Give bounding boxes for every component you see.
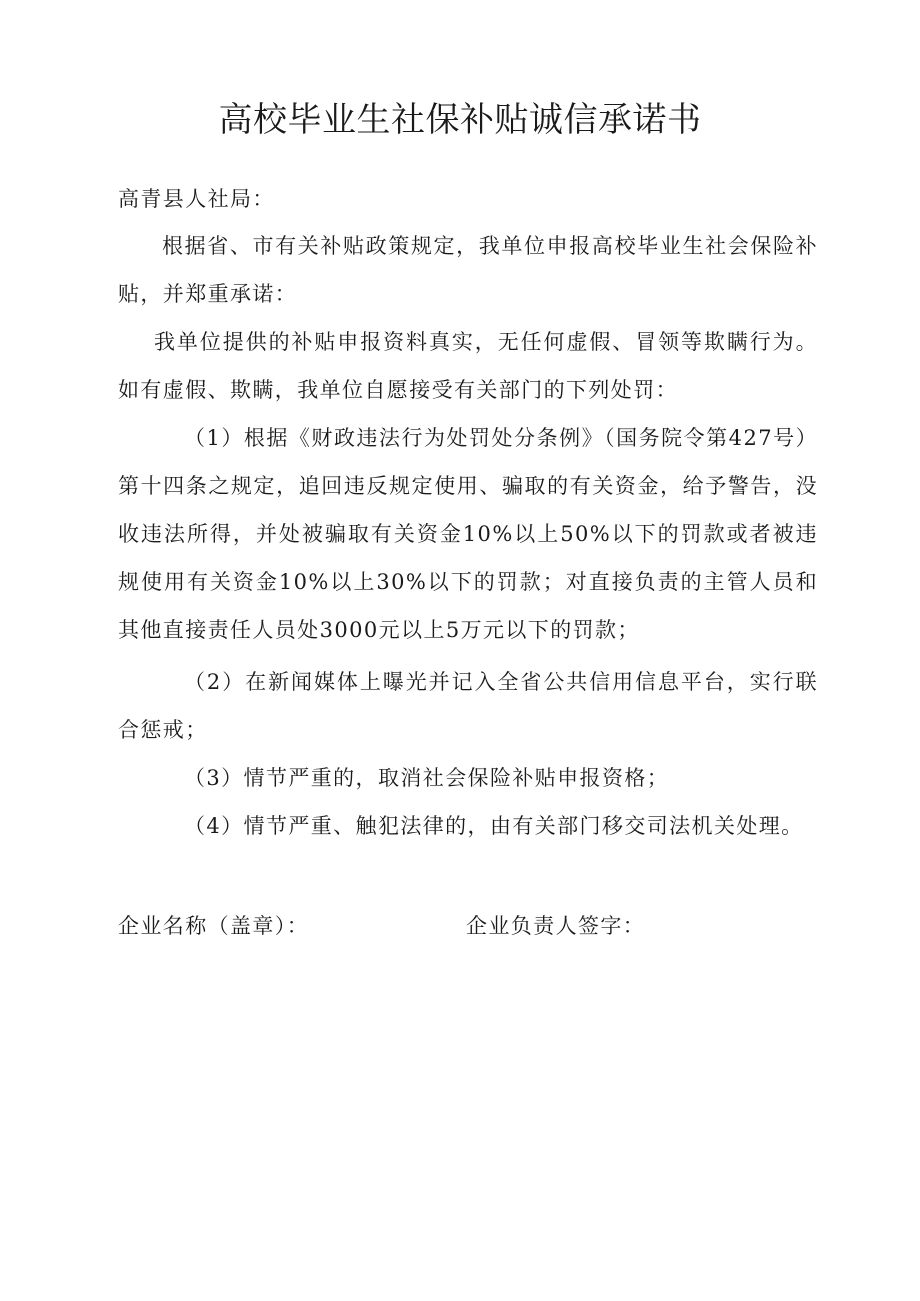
paragraph-intro: 根据省、市有关补贴政策规定，我单位申报高校毕业生社会保险补贴，并郑重承诺：	[118, 234, 818, 306]
penalty-item-4: （4）情节严重、触犯法律的，由有关部门移交司法机关处理。	[184, 814, 804, 838]
document-title: 高校毕业生社保补贴诚信承诺书	[218, 100, 702, 140]
penalty-item-3: （3）情节严重的，取消社会保险补贴申报资格；	[184, 766, 670, 790]
penalty-item-1: （1）根据《财政违法行为处罚处分条例》（国务院令第427号）第十四条之规定，追回违反规定使用、骗取的有关资金，给予警告，没收违法所得，并处被骗取有关资金10%以上50%以下的罚款或者被违规使用有关资金10%以上30%以下的罚款；对直接负责的主管人员和其他直接责任人员处3000元以上5万元以下的罚款；	[118, 426, 818, 642]
person-signature-label: 企业负责人签字：	[466, 914, 646, 938]
penalty-item-2: （2）在新闻媒体上曝光并记入全省公共信用信息平台，实行联合惩戒；	[118, 670, 818, 742]
addressee: 高青县人社局：	[118, 187, 275, 211]
company-seal-label: 企业名称（盖章）：	[118, 914, 310, 938]
paragraph-commitment: 我单位提供的补贴申报资料真实，无任何虚假、冒领等欺瞒行为。如有虚假、欺瞒，我单位自愿接受有关部门的下列处罚：	[118, 330, 818, 402]
